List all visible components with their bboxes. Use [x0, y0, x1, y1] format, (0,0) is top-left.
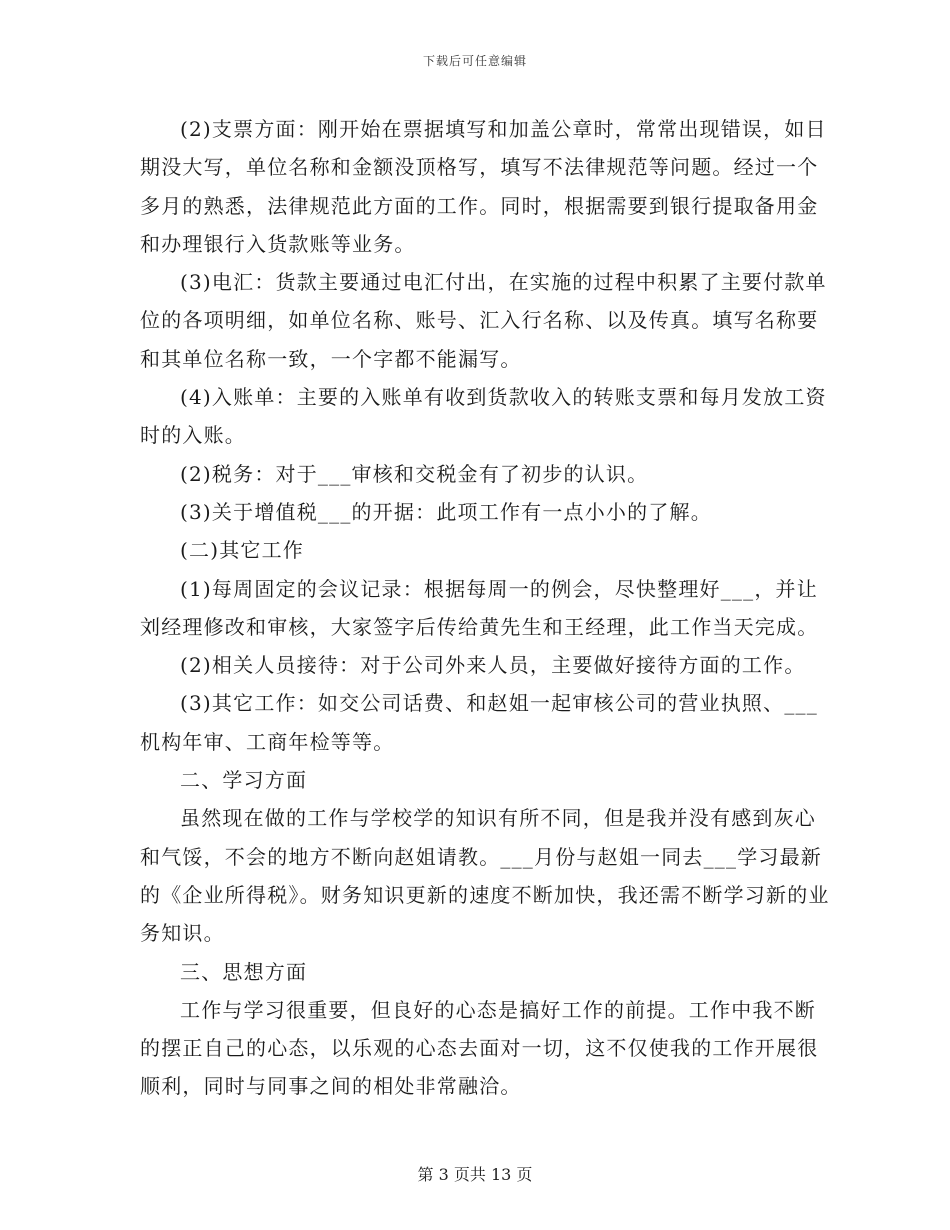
- paragraph-tax: (2)税务：对于___审核和交税金有了初步的认识。: [180, 461, 649, 486]
- paragraph-entry-slip: (4)入账单：主要的入账单有收到货款收入的转账支票和每月发放工资时的入账。: [140, 385, 827, 448]
- header-note: 下载后可任意编辑: [422, 54, 527, 68]
- paragraph-vat: (3)关于增值税___的开据：此项工作有一点小小的了解。: [180, 499, 712, 524]
- paragraph-cheque: (2)支票方面：刚开始在票据填写和加盖公章时，常常出现错误，如日期没大写，单位名称和金额没顶格写，填写不法律规范等问题。经过一个多月的熟悉，法律规范此方面的工作。同时，根据需要到银行提取备用金和办理银行入货款账等业务。: [140, 117, 827, 256]
- paragraph-learning: 虽然现在做的工作与学校学的知识有所不同，但是我并没有感到灰心和气馁，不会的地方不断向赵姐请教。___月份与赵姐一同去___学习最新的《企业所得税》。财务知识更新的速度不断加快，我还需不断学习新的业务知识。: [140, 806, 830, 946]
- section-heading-other-work: (二)其它工作: [180, 538, 305, 563]
- paragraph-other-tasks: (3)其它工作：如交公司话费、和赵姐一起审核公司的营业执照、___机构年审、工商年检等等。: [140, 691, 818, 754]
- body-text: [140, 110, 830, 1106]
- paragraph-thinking: 工作与学习很重要，但良好的心态是搞好工作的前提。工作中我不断的摆正自己的心态，以乐观的心态去面对一切，这不仅使我的工作开展很顺利，同时与同事之间的相处非常融洽。: [140, 997, 819, 1099]
- section-heading-learning: 二、学习方面: [180, 768, 308, 793]
- section-heading-thinking: 三、思想方面: [180, 959, 308, 984]
- page-number-footer: 第 3 页共 13 页: [417, 1165, 533, 1184]
- paragraph-meeting-minutes: (1)每周固定的会议记录：根据每周一的例会，尽快整理好___，并让刘经理修改和审核，大家签字后传给黄先生和王经理，此工作当天完成。: [140, 576, 819, 639]
- paragraph-reception: (2)相关人员接待：对于公司外来人员，主要做好接待方面的工作。: [180, 653, 806, 678]
- paragraph-telegraphic-transfer: (3)电汇：货款主要通过电汇付出，在实施的过程中积累了主要付款单位的各项明细，如单位名称、账号、汇入行名称、以及传真。填写名称要和其单位名称一致，一个字都不能漏写。: [140, 270, 827, 371]
